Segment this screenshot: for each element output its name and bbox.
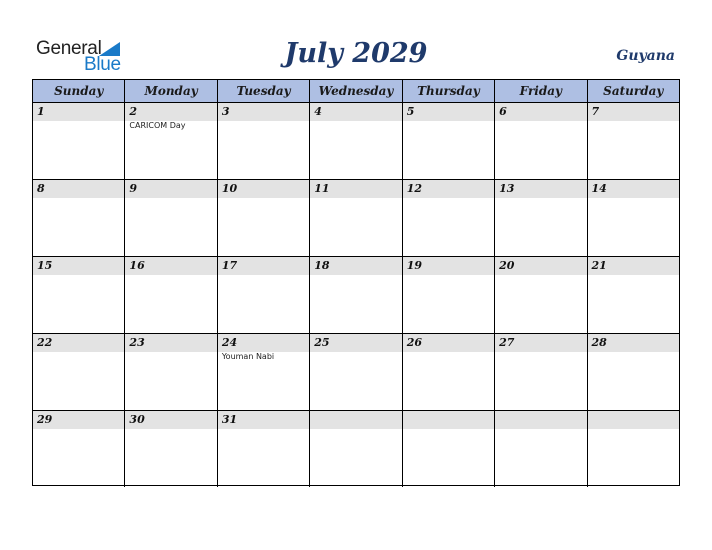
day-cell <box>495 180 587 256</box>
day-number: 10 <box>218 180 309 198</box>
day-number: 26 <box>403 334 494 352</box>
day-cell <box>495 103 587 179</box>
weekday-header: Monday <box>125 80 217 102</box>
day-cell <box>218 257 310 333</box>
day-cell <box>33 334 125 410</box>
day-number: 8 <box>33 180 124 198</box>
day-cell <box>310 411 402 487</box>
weekday-header: Tuesday <box>218 80 310 102</box>
day-number: 13 <box>495 180 586 198</box>
weekday-header: Thursday <box>403 80 495 102</box>
calendar-grid <box>32 79 680 486</box>
day-cell <box>495 257 587 333</box>
day-cell <box>588 103 679 179</box>
day-number: 25 <box>310 334 401 352</box>
day-number: 17 <box>218 257 309 275</box>
day-number: 31 <box>218 411 309 429</box>
day-number <box>403 411 494 429</box>
weekday-header-row <box>33 80 679 103</box>
day-number: 19 <box>403 257 494 275</box>
day-number: 15 <box>33 257 124 275</box>
week-row <box>33 411 679 487</box>
day-cell <box>125 334 217 410</box>
day-number: 3 <box>218 103 309 121</box>
day-cell <box>33 411 125 487</box>
day-cell <box>310 180 402 256</box>
holiday-label: CARICOM Day <box>129 121 186 130</box>
day-number: 9 <box>125 180 216 198</box>
day-number: 28 <box>588 334 679 352</box>
day-cell <box>125 180 217 256</box>
day-number <box>495 411 586 429</box>
holiday-label: Youman Nabi <box>221 352 275 361</box>
day-number: 6 <box>495 103 586 121</box>
week-row <box>33 334 679 411</box>
day-cell <box>495 411 587 487</box>
day-cell <box>588 334 679 410</box>
weekday-header: Wednesday <box>310 80 402 102</box>
day-cell <box>33 180 125 256</box>
day-number: 12 <box>403 180 494 198</box>
logo-text-general: General <box>36 38 102 59</box>
day-cell <box>588 411 679 487</box>
week-row <box>33 103 679 180</box>
day-number: 23 <box>125 334 216 352</box>
day-cell <box>218 334 310 410</box>
day-number: 30 <box>125 411 216 429</box>
day-cell <box>310 334 402 410</box>
day-cell <box>125 103 217 179</box>
week-row <box>33 180 679 257</box>
day-cell <box>125 257 217 333</box>
day-cell <box>310 257 402 333</box>
day-cell <box>403 103 495 179</box>
day-cell <box>588 257 679 333</box>
calendar-title: July 2029 <box>284 38 428 69</box>
day-number: 2 <box>125 103 216 121</box>
day-cell <box>218 180 310 256</box>
day-cell <box>33 103 125 179</box>
day-cell <box>403 180 495 256</box>
day-number: 16 <box>125 257 216 275</box>
day-number: 21 <box>588 257 679 275</box>
weekday-header: Sunday <box>33 80 125 102</box>
day-number: 20 <box>495 257 586 275</box>
day-cell <box>403 257 495 333</box>
day-cell <box>33 257 125 333</box>
day-cell <box>588 180 679 256</box>
day-number: 29 <box>33 411 124 429</box>
weeks-container <box>33 103 679 487</box>
day-number: 1 <box>33 103 124 121</box>
weekday-header: Friday <box>495 80 587 102</box>
day-number: 14 <box>588 180 679 198</box>
day-number: 24 <box>218 334 309 352</box>
day-number: 4 <box>310 103 401 121</box>
day-cell <box>403 411 495 487</box>
day-number: 27 <box>495 334 586 352</box>
day-cell <box>310 103 402 179</box>
logo-text-blue: Blue <box>84 54 121 75</box>
country-label: Guyana <box>616 48 675 64</box>
day-cell <box>495 334 587 410</box>
day-cell <box>218 103 310 179</box>
day-number <box>310 411 401 429</box>
week-row <box>33 257 679 334</box>
day-number <box>588 411 679 429</box>
day-number: 5 <box>403 103 494 121</box>
day-number: 11 <box>310 180 401 198</box>
day-number: 18 <box>310 257 401 275</box>
day-number: 7 <box>588 103 679 121</box>
day-number: 22 <box>33 334 124 352</box>
day-cell <box>218 411 310 487</box>
day-cell <box>125 411 217 487</box>
weekday-header: Saturday <box>603 84 664 98</box>
day-cell <box>403 334 495 410</box>
